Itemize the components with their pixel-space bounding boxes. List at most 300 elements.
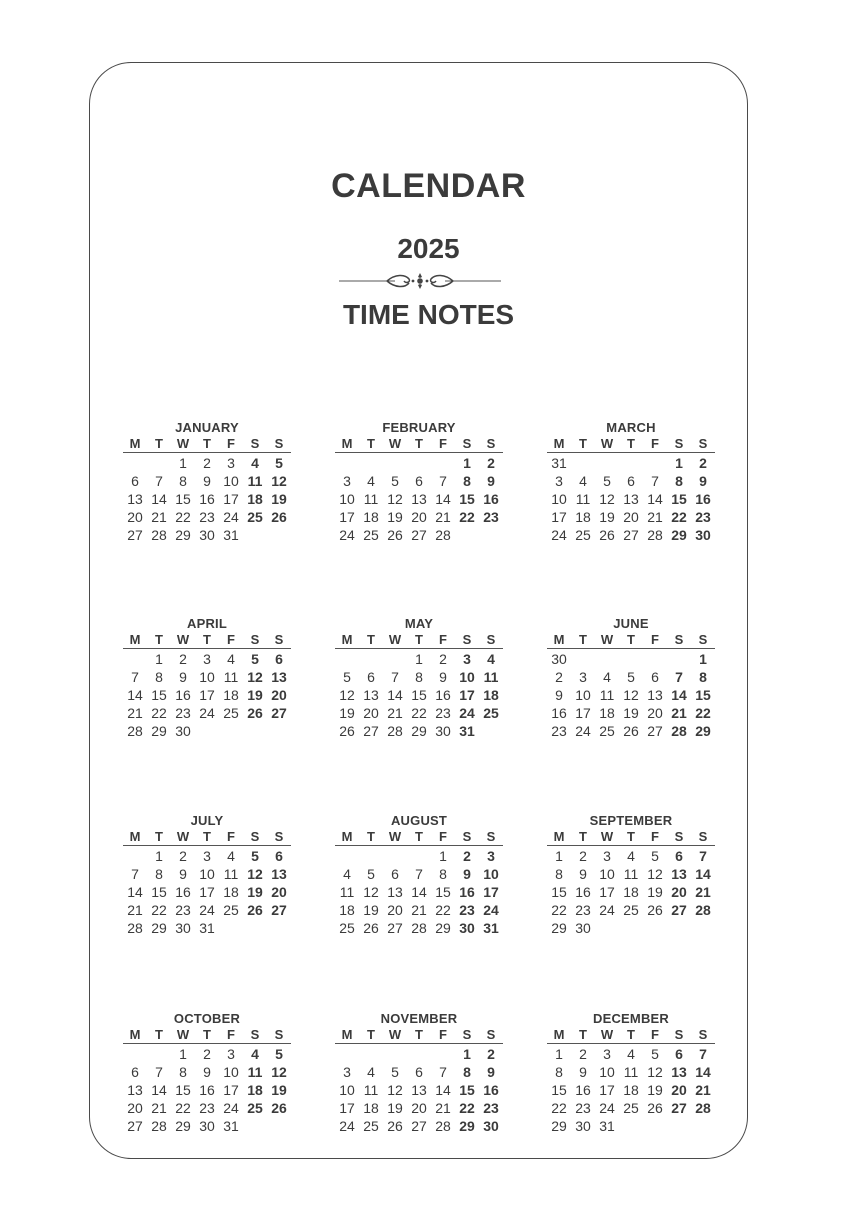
day: 3 [343, 473, 351, 489]
weekend-day: 22 [459, 509, 475, 525]
day [335, 650, 359, 668]
day [359, 650, 383, 668]
day: 31 [599, 1118, 615, 1134]
weekend-day [267, 1117, 291, 1135]
week-row [547, 883, 715, 901]
week-row [335, 508, 503, 526]
weekend-day: 16 [459, 884, 475, 900]
day [123, 650, 147, 668]
day: 1 [555, 848, 563, 864]
week-row [335, 668, 503, 686]
weekday-label: M [341, 1027, 353, 1042]
week-row [547, 1063, 715, 1081]
weekday-label: M [553, 436, 565, 451]
day: 14 [435, 491, 451, 507]
day: 10 [599, 1064, 615, 1080]
day [571, 650, 595, 668]
month-october [123, 1011, 291, 1135]
day: 7 [439, 1064, 447, 1080]
weekend-day: 8 [463, 1064, 471, 1080]
weekday-header [123, 828, 291, 846]
weekend-day: 30 [483, 1118, 499, 1134]
weekend-day: 9 [487, 473, 495, 489]
weekend-day: 29 [459, 1118, 475, 1134]
weekend-day [267, 526, 291, 544]
day [619, 650, 643, 668]
day: 15 [411, 687, 427, 703]
day: 3 [343, 1064, 351, 1080]
day: 21 [127, 705, 143, 721]
day: 2 [579, 1046, 587, 1062]
day: 12 [387, 491, 403, 507]
weekday-label: F [227, 829, 235, 844]
day: 5 [603, 473, 611, 489]
weekend-day: 29 [695, 723, 711, 739]
weekday-label: S [674, 1027, 684, 1042]
day: 12 [647, 866, 663, 882]
weekday-label: S [250, 1027, 260, 1042]
weekday-label: T [155, 1027, 163, 1042]
weekend-day: 4 [251, 455, 259, 471]
day: 11 [363, 1082, 379, 1098]
day: 7 [651, 473, 659, 489]
day: 29 [151, 920, 167, 936]
weekend-day [479, 722, 503, 740]
day: 1 [415, 651, 423, 667]
weekend-day: 21 [671, 705, 687, 721]
day: 11 [623, 1064, 639, 1080]
day: 21 [151, 1100, 167, 1116]
month-september [547, 813, 715, 937]
day: 31 [223, 1118, 239, 1134]
day: 3 [579, 669, 587, 685]
day: 9 [439, 669, 447, 685]
day: 5 [651, 1046, 659, 1062]
weekend-day: 5 [275, 1046, 283, 1062]
day: 27 [363, 723, 379, 739]
weekday-label: W [388, 632, 402, 647]
weekday-header [547, 828, 715, 846]
day: 28 [151, 1118, 167, 1134]
day: 30 [199, 1118, 215, 1134]
day [595, 919, 619, 937]
weekend-day: 11 [247, 1064, 263, 1080]
weekend-day: 9 [463, 866, 471, 882]
day [123, 1045, 147, 1063]
weekday-label: F [227, 1027, 235, 1042]
weekday-label: M [129, 829, 141, 844]
weekend-day [267, 722, 291, 740]
day: 27 [127, 527, 143, 543]
flourish-divider-icon [339, 270, 501, 292]
day: 17 [199, 884, 215, 900]
week-row [547, 1117, 715, 1135]
day [383, 454, 407, 472]
day: 1 [439, 848, 447, 864]
day: 8 [179, 473, 187, 489]
day: 9 [179, 669, 187, 685]
weekday-label: W [388, 1027, 402, 1042]
weekend-day [667, 1117, 691, 1135]
day: 13 [411, 491, 427, 507]
calendar-year: 2025 [397, 233, 460, 264]
day [147, 454, 171, 472]
day: 3 [203, 848, 211, 864]
weekend-day: 28 [671, 723, 687, 739]
day: 26 [387, 527, 403, 543]
day: 26 [623, 723, 639, 739]
day: 28 [411, 920, 427, 936]
day [123, 847, 147, 865]
week-row [123, 490, 291, 508]
weekend-day: 13 [671, 866, 687, 882]
day: 1 [179, 1046, 187, 1062]
weekday-header [547, 435, 715, 453]
weekend-day: 20 [671, 884, 687, 900]
day: 23 [175, 902, 191, 918]
weekday-label: T [203, 829, 211, 844]
day: 3 [227, 455, 235, 471]
day: 27 [411, 1118, 427, 1134]
day: 16 [199, 491, 215, 507]
weekend-day: 14 [695, 1064, 711, 1080]
month-name: OCTOBER [173, 1011, 241, 1026]
weekday-label: T [367, 436, 375, 451]
weekend-day [691, 919, 715, 937]
day: 28 [387, 723, 403, 739]
day: 10 [199, 866, 215, 882]
weekday-label: M [553, 1027, 565, 1042]
weekday-label: T [203, 1027, 211, 1042]
day: 6 [391, 866, 399, 882]
weekend-day: 18 [483, 687, 499, 703]
weekday-header [123, 435, 291, 453]
weekend-day [667, 919, 691, 937]
day: 26 [387, 1118, 403, 1134]
day: 7 [391, 669, 399, 685]
weekend-day: 9 [487, 1064, 495, 1080]
weekday-label: T [155, 436, 163, 451]
day: 18 [363, 509, 379, 525]
month-july [123, 813, 291, 937]
weekend-day: 8 [699, 669, 707, 685]
day: 17 [599, 1082, 615, 1098]
day [335, 1045, 359, 1063]
day: 16 [175, 687, 191, 703]
week-row [547, 865, 715, 883]
week-row [123, 883, 291, 901]
day: 25 [339, 920, 355, 936]
weekday-label: F [651, 1027, 659, 1042]
day: 24 [339, 527, 355, 543]
weekend-day [243, 1117, 267, 1135]
weekend-day: 23 [695, 509, 711, 525]
day: 24 [575, 723, 591, 739]
weekend-day: 6 [275, 848, 283, 864]
day: 21 [127, 902, 143, 918]
day: 10 [551, 491, 567, 507]
weekend-day: 12 [247, 669, 263, 685]
day: 20 [411, 1100, 427, 1116]
week-row [335, 847, 503, 865]
day: 28 [151, 527, 167, 543]
day: 23 [199, 1100, 215, 1116]
weekday-label: W [176, 436, 190, 451]
weekend-day: 11 [247, 473, 263, 489]
weekday-label: S [462, 829, 472, 844]
weekday-label: T [627, 436, 635, 451]
day: 12 [363, 884, 379, 900]
day [123, 454, 147, 472]
day: 9 [579, 1064, 587, 1080]
day: 19 [623, 705, 639, 721]
day: 10 [339, 491, 355, 507]
weekday-label: W [600, 1027, 614, 1042]
weekday-label: T [203, 436, 211, 451]
weekend-day: 21 [695, 1082, 711, 1098]
weekday-label: F [651, 436, 659, 451]
day: 3 [555, 473, 563, 489]
month-may [335, 616, 503, 740]
weekday-label: S [698, 829, 708, 844]
day: 18 [599, 705, 615, 721]
week-row [335, 472, 503, 490]
day [643, 454, 667, 472]
weekend-day [243, 722, 267, 740]
day: 14 [647, 491, 663, 507]
day: 11 [575, 491, 591, 507]
day: 9 [579, 866, 587, 882]
weekend-day: 28 [695, 1100, 711, 1116]
day: 24 [223, 509, 239, 525]
weekday-label: S [274, 829, 284, 844]
day [595, 454, 619, 472]
weekday-label: T [627, 829, 635, 844]
day: 30 [575, 920, 591, 936]
day: 30 [175, 723, 191, 739]
day: 25 [223, 902, 239, 918]
day: 16 [199, 1082, 215, 1098]
day: 18 [623, 1082, 639, 1098]
weekend-day: 1 [675, 455, 683, 471]
week-row [123, 650, 291, 668]
weekend-day: 16 [483, 1082, 499, 1098]
calendar-subtitle: TIME NOTES [342, 299, 515, 330]
day: 20 [647, 705, 663, 721]
day: 3 [203, 651, 211, 667]
month-name: NOVEMBER [380, 1011, 458, 1026]
weekday-header [123, 631, 291, 649]
week-row [547, 704, 715, 722]
weekday-label: F [439, 1027, 447, 1042]
week-row [335, 526, 503, 544]
day: 24 [599, 902, 615, 918]
weekend-day: 4 [487, 651, 495, 667]
day: 22 [551, 902, 567, 918]
weekend-day [667, 650, 691, 668]
month-name: JULY [190, 813, 224, 828]
weekend-day: 3 [463, 651, 471, 667]
day: 19 [387, 509, 403, 525]
weekend-day: 8 [675, 473, 683, 489]
weekend-day: 6 [275, 651, 283, 667]
weekday-header [335, 1026, 503, 1044]
weekday-label: M [341, 436, 353, 451]
weekday-label: M [553, 632, 565, 647]
month-august [335, 813, 503, 937]
day: 11 [223, 669, 239, 685]
week-row [335, 454, 503, 472]
day: 20 [363, 705, 379, 721]
weekend-day: 2 [487, 1046, 495, 1062]
day: 2 [179, 651, 187, 667]
week-row [123, 704, 291, 722]
month-name: MAY [404, 616, 434, 631]
day: 21 [435, 1100, 451, 1116]
day: 23 [175, 705, 191, 721]
weekday-label: W [388, 436, 402, 451]
weekend-day [455, 526, 479, 544]
weekday-label: S [462, 1027, 472, 1042]
weekday-label: F [651, 632, 659, 647]
day: 18 [363, 1100, 379, 1116]
weekday-label: F [227, 436, 235, 451]
weekend-day: 19 [271, 1082, 287, 1098]
week-row [335, 865, 503, 883]
day: 27 [411, 527, 427, 543]
weekday-label: F [439, 436, 447, 451]
day: 3 [227, 1046, 235, 1062]
day: 14 [127, 884, 143, 900]
weekend-day: 22 [459, 1100, 475, 1116]
day: 6 [415, 1064, 423, 1080]
day: 17 [575, 705, 591, 721]
day: 19 [647, 884, 663, 900]
day: 15 [151, 687, 167, 703]
day: 21 [387, 705, 403, 721]
weekday-label: M [553, 829, 565, 844]
day: 2 [179, 848, 187, 864]
weekend-day [243, 526, 267, 544]
weekend-day: 26 [271, 509, 287, 525]
day: 14 [387, 687, 403, 703]
weekend-day: 6 [675, 1046, 683, 1062]
week-row [123, 1099, 291, 1117]
day [219, 722, 243, 740]
weekday-header [547, 631, 715, 649]
weekend-day: 25 [247, 1100, 263, 1116]
day: 20 [623, 509, 639, 525]
day: 22 [411, 705, 427, 721]
weekend-day: 6 [675, 848, 683, 864]
day: 4 [627, 848, 635, 864]
day: 7 [155, 1064, 163, 1080]
week-row [547, 490, 715, 508]
week-row [123, 722, 291, 740]
day: 14 [127, 687, 143, 703]
weekday-label: W [176, 632, 190, 647]
weekday-label: S [674, 632, 684, 647]
day: 25 [623, 902, 639, 918]
week-row [123, 508, 291, 526]
weekday-label: W [600, 829, 614, 844]
day: 12 [339, 687, 355, 703]
weekday-header [335, 828, 503, 846]
week-row [547, 901, 715, 919]
month-february [335, 420, 503, 544]
day: 8 [155, 866, 163, 882]
weekday-label: W [388, 829, 402, 844]
weekday-label: S [250, 436, 260, 451]
weekday-label: T [579, 632, 587, 647]
day [619, 454, 643, 472]
week-row [547, 1045, 715, 1063]
weekday-label: S [250, 632, 260, 647]
day: 4 [627, 1046, 635, 1062]
day: 2 [579, 848, 587, 864]
weekday-label: S [274, 436, 284, 451]
weekend-day: 30 [695, 527, 711, 543]
weekday-label: T [579, 829, 587, 844]
day: 10 [599, 866, 615, 882]
day: 19 [647, 1082, 663, 1098]
weekend-day: 23 [459, 902, 475, 918]
month-april [123, 616, 291, 740]
day: 8 [555, 1064, 563, 1080]
day: 22 [175, 509, 191, 525]
day: 16 [575, 1082, 591, 1098]
day: 2 [439, 651, 447, 667]
day: 25 [623, 1100, 639, 1116]
day: 11 [339, 884, 355, 900]
day: 5 [343, 669, 351, 685]
day: 7 [415, 866, 423, 882]
day: 24 [223, 1100, 239, 1116]
day: 11 [223, 866, 239, 882]
weekday-label: S [462, 632, 472, 647]
day: 17 [199, 687, 215, 703]
day: 6 [131, 473, 139, 489]
day: 15 [435, 884, 451, 900]
day: 4 [367, 1064, 375, 1080]
day: 31 [223, 527, 239, 543]
weekday-header [123, 1026, 291, 1044]
weekend-day: 13 [271, 866, 287, 882]
day: 20 [411, 509, 427, 525]
day: 15 [551, 884, 567, 900]
month-name: JUNE [613, 616, 649, 631]
day: 14 [151, 491, 167, 507]
weekend-day: 12 [247, 866, 263, 882]
weekday-label: W [600, 632, 614, 647]
day: 19 [599, 509, 615, 525]
day: 15 [175, 491, 191, 507]
day: 27 [647, 723, 663, 739]
weekday-label: S [250, 829, 260, 844]
weekend-day [691, 1117, 715, 1135]
weekend-day: 17 [483, 884, 499, 900]
week-row [123, 1063, 291, 1081]
weekend-day: 27 [271, 705, 287, 721]
weekend-day: 12 [271, 1064, 287, 1080]
day: 16 [551, 705, 567, 721]
day: 10 [199, 669, 215, 685]
day: 24 [339, 1118, 355, 1134]
day: 15 [151, 884, 167, 900]
month-november [335, 1011, 503, 1135]
week-row [123, 454, 291, 472]
day: 29 [175, 1118, 191, 1134]
